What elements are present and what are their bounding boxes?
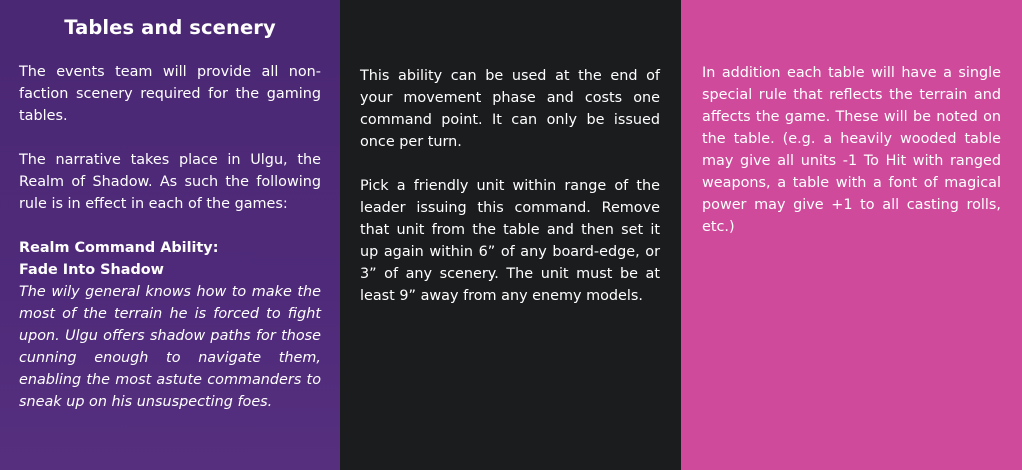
spacer [360, 153, 660, 175]
ability-name: Fade Into Shadow [19, 262, 164, 278]
right-column [681, 0, 1022, 470]
ability-effect-paragraph: Pick a friendly unit within range of the leader issuing this command. Remove that unit from the table and then set it up again within 6” of any board-edge, or 3” of any scenery. The unit must be at least 9” away from any enemy models. [360, 178, 660, 304]
spacer [19, 215, 321, 237]
narrative-paragraph: The narrative takes place in Ulgu, the Realm of Shadow. As such the following rule is in effect in each of the games: [19, 152, 321, 212]
left-column [0, 0, 340, 470]
scenery-paragraph: The events team will provide all non-faction scenery required for the gaming tables. [19, 64, 321, 124]
section-title: Tables and scenery [64, 16, 276, 39]
table-rules-paragraph: In addition each table will have a single special rule that reflects the terrain and affects the game. These will be noted on the table. (e.g. a heavily wooded table may give all units -1 To Hit with ranged weapons, a table with a font of magical power may give +1 to all casting rolls, etc.) [702, 65, 1001, 235]
ability-flavour-text: The wily general knows how to make the most of the terrain he is forced to fight upon. Ulgu offers shadow paths for those cunning enough to navigate them, enabling the most astute commanders to sneak up on his unsuspecting foes. [19, 284, 321, 410]
spacer [19, 127, 321, 149]
ability-timing-paragraph: This ability can be used at the end of your movement phase and costs one command point. It can only be issued once per turn. [360, 68, 660, 150]
middle-column [340, 0, 681, 470]
ability-heading: Realm Command Ability: [19, 240, 219, 256]
